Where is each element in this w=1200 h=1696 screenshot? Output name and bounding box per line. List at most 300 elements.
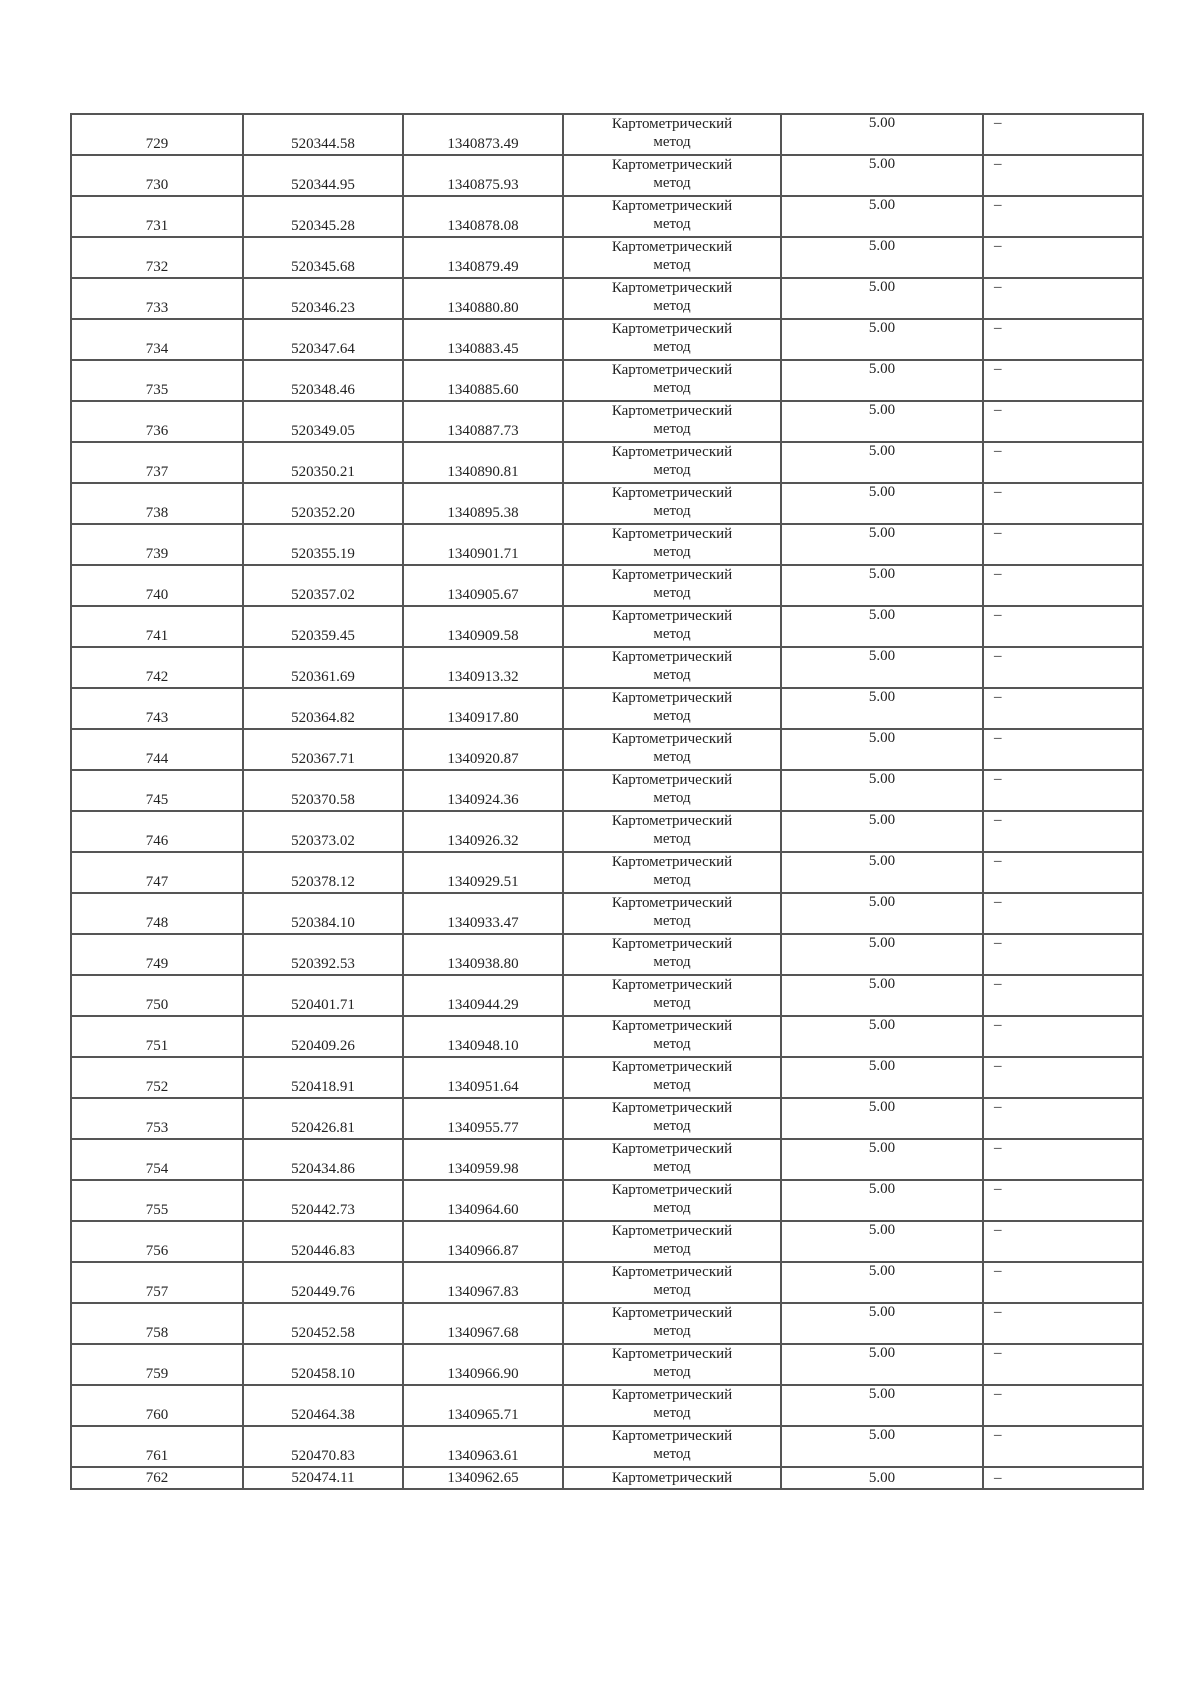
x-coordinate: 520470.83 bbox=[291, 1448, 355, 1464]
method-cell bbox=[563, 565, 781, 606]
x-coordinate-cell bbox=[243, 565, 403, 606]
y-coordinate: 1340926.32 bbox=[447, 833, 519, 849]
x-coordinate: 520355.19 bbox=[291, 546, 355, 562]
method-cell bbox=[563, 606, 781, 647]
y-coordinate: 1340885.60 bbox=[447, 382, 519, 398]
precision-value: 5.00 bbox=[868, 443, 896, 459]
method-line-1: Картометрический bbox=[611, 1428, 733, 1444]
point-number: 757 bbox=[145, 1284, 169, 1300]
method-line-2: метод bbox=[653, 667, 691, 683]
dash-value: – bbox=[994, 1345, 1002, 1361]
precision-cell bbox=[781, 1426, 983, 1467]
method-line-2: метод bbox=[653, 1159, 691, 1175]
y-coordinate-cell bbox=[403, 688, 563, 729]
point-number-cell bbox=[71, 278, 243, 319]
point-number: 753 bbox=[145, 1120, 169, 1136]
y-coordinate-cell bbox=[403, 1016, 563, 1057]
precision-cell bbox=[781, 278, 983, 319]
method-line-1: Картометрический bbox=[611, 1387, 733, 1403]
table-row bbox=[71, 770, 1143, 811]
y-coordinate: 1340883.45 bbox=[447, 341, 519, 357]
coordinates-page bbox=[70, 113, 1144, 1490]
dash-value: – bbox=[994, 812, 1002, 828]
y-coordinate: 1340878.08 bbox=[447, 218, 519, 234]
x-coordinate: 520373.02 bbox=[291, 833, 355, 849]
method-line-1: Картометрический bbox=[611, 1018, 733, 1034]
point-number: 742 bbox=[145, 669, 169, 685]
method-line-1: Картометрический bbox=[611, 1346, 733, 1362]
point-number: 732 bbox=[145, 259, 169, 275]
method-line-1: Картометрический bbox=[611, 321, 733, 337]
table-row bbox=[71, 319, 1143, 360]
method-line-1: Картометрический bbox=[611, 936, 733, 952]
method-cell bbox=[563, 155, 781, 196]
method-line-2: метод bbox=[653, 257, 691, 273]
description-cell bbox=[983, 360, 1143, 401]
table-row bbox=[71, 114, 1143, 155]
precision-value: 5.00 bbox=[868, 1222, 896, 1238]
point-number-cell bbox=[71, 729, 243, 770]
precision-cell bbox=[781, 606, 983, 647]
x-coordinate: 520345.68 bbox=[291, 259, 355, 275]
dash-value: – bbox=[994, 1058, 1002, 1074]
method-line-1: Картометрический bbox=[611, 1223, 733, 1239]
y-coordinate: 1340966.87 bbox=[447, 1243, 519, 1259]
precision-value: 5.00 bbox=[868, 689, 896, 705]
table-row bbox=[71, 1385, 1143, 1426]
y-coordinate-cell bbox=[403, 811, 563, 852]
x-coordinate-cell bbox=[243, 1426, 403, 1467]
method-cell bbox=[563, 442, 781, 483]
method-cell bbox=[563, 237, 781, 278]
description-cell bbox=[983, 1098, 1143, 1139]
y-coordinate: 1340938.80 bbox=[447, 956, 519, 972]
y-coordinate-cell bbox=[403, 196, 563, 237]
description-cell bbox=[983, 196, 1143, 237]
point-number-cell bbox=[71, 1426, 243, 1467]
method-line-2: метод bbox=[653, 995, 691, 1011]
precision-cell bbox=[781, 565, 983, 606]
method-cell bbox=[563, 1139, 781, 1180]
precision-cell bbox=[781, 1057, 983, 1098]
point-number: 740 bbox=[145, 587, 169, 603]
method-cell bbox=[563, 1016, 781, 1057]
dash-value: – bbox=[994, 1263, 1002, 1279]
y-coordinate-cell bbox=[403, 893, 563, 934]
x-coordinate-cell bbox=[243, 155, 403, 196]
x-coordinate: 520474.11 bbox=[291, 1470, 355, 1486]
point-number-cell bbox=[71, 401, 243, 442]
point-number-cell bbox=[71, 606, 243, 647]
precision-value: 5.00 bbox=[868, 1469, 896, 1486]
coordinates-table bbox=[70, 113, 1144, 1490]
precision-cell bbox=[781, 1016, 983, 1057]
dash-value: – bbox=[994, 279, 1002, 295]
point-number-cell bbox=[71, 811, 243, 852]
precision-cell bbox=[781, 688, 983, 729]
dash-value: – bbox=[994, 1140, 1002, 1156]
dash-value: – bbox=[994, 566, 1002, 582]
method-line-1: Картометрический bbox=[611, 1305, 733, 1321]
method-line-1: Картометрический bbox=[611, 1182, 733, 1198]
description-cell bbox=[983, 1262, 1143, 1303]
dash-value: – bbox=[994, 1427, 1002, 1443]
table-row bbox=[71, 1221, 1143, 1262]
precision-cell bbox=[781, 1344, 983, 1385]
precision-cell bbox=[781, 647, 983, 688]
table-row bbox=[71, 688, 1143, 729]
point-number-cell bbox=[71, 770, 243, 811]
dash-value: – bbox=[994, 320, 1002, 336]
table-row bbox=[71, 401, 1143, 442]
precision-cell bbox=[781, 360, 983, 401]
description-cell bbox=[983, 811, 1143, 852]
table-row bbox=[71, 237, 1143, 278]
x-coordinate: 520446.83 bbox=[291, 1243, 355, 1259]
x-coordinate: 520364.82 bbox=[291, 710, 355, 726]
precision-cell bbox=[781, 1221, 983, 1262]
coordinates-table-body bbox=[71, 114, 1143, 1489]
method-line-1: Картометрический bbox=[611, 608, 733, 624]
y-coordinate: 1340905.67 bbox=[447, 587, 519, 603]
dash-value: – bbox=[994, 607, 1002, 623]
x-coordinate-cell bbox=[243, 237, 403, 278]
point-number-cell bbox=[71, 237, 243, 278]
x-coordinate: 520345.28 bbox=[291, 218, 355, 234]
x-coordinate-cell bbox=[243, 852, 403, 893]
method-line-2: метод bbox=[653, 134, 691, 150]
table-row bbox=[71, 647, 1143, 688]
x-coordinate: 520458.10 bbox=[291, 1366, 355, 1382]
dash-value: – bbox=[994, 771, 1002, 787]
precision-value: 5.00 bbox=[868, 894, 896, 910]
description-cell bbox=[983, 524, 1143, 565]
point-number-cell bbox=[71, 1139, 243, 1180]
x-coordinate-cell bbox=[243, 729, 403, 770]
precision-value: 5.00 bbox=[868, 771, 896, 787]
x-coordinate-cell bbox=[243, 524, 403, 565]
point-number: 736 bbox=[145, 423, 169, 439]
y-coordinate: 1340873.49 bbox=[447, 136, 519, 152]
dash-value: – bbox=[994, 197, 1002, 213]
method-cell bbox=[563, 1467, 781, 1489]
y-coordinate: 1340962.65 bbox=[447, 1470, 519, 1486]
x-coordinate: 520409.26 bbox=[291, 1038, 355, 1054]
y-coordinate-cell bbox=[403, 319, 563, 360]
description-cell bbox=[983, 1057, 1143, 1098]
dash-value: – bbox=[994, 894, 1002, 910]
description-cell bbox=[983, 770, 1143, 811]
y-coordinate-cell bbox=[403, 1303, 563, 1344]
point-number-cell bbox=[71, 1385, 243, 1426]
x-coordinate-cell bbox=[243, 811, 403, 852]
method-cell bbox=[563, 196, 781, 237]
y-coordinate-cell bbox=[403, 1426, 563, 1467]
x-coordinate-cell bbox=[243, 934, 403, 975]
method-cell bbox=[563, 114, 781, 155]
y-coordinate-cell bbox=[403, 606, 563, 647]
precision-value: 5.00 bbox=[868, 730, 896, 746]
y-coordinate: 1340963.61 bbox=[447, 1448, 519, 1464]
precision-cell bbox=[781, 770, 983, 811]
table-row bbox=[71, 442, 1143, 483]
precision-value: 5.00 bbox=[868, 1263, 896, 1279]
y-coordinate: 1340924.36 bbox=[447, 792, 519, 808]
precision-value: 5.00 bbox=[868, 648, 896, 664]
point-number: 731 bbox=[145, 218, 169, 234]
dash-value: – bbox=[994, 976, 1002, 992]
method-line-1: Картометрический bbox=[611, 116, 733, 132]
point-number: 752 bbox=[145, 1079, 169, 1095]
method-cell bbox=[563, 1262, 781, 1303]
point-number: 737 bbox=[145, 464, 169, 480]
method-cell bbox=[563, 688, 781, 729]
description-cell bbox=[983, 401, 1143, 442]
point-number: 755 bbox=[145, 1202, 169, 1218]
precision-value: 5.00 bbox=[868, 853, 896, 869]
x-coordinate-cell bbox=[243, 975, 403, 1016]
description-cell bbox=[983, 975, 1143, 1016]
x-coordinate: 520370.58 bbox=[291, 792, 355, 808]
description-cell bbox=[983, 319, 1143, 360]
method-line-2: метод bbox=[653, 1364, 691, 1380]
precision-cell bbox=[781, 852, 983, 893]
x-coordinate-cell bbox=[243, 196, 403, 237]
point-number: 750 bbox=[145, 997, 169, 1013]
x-coordinate: 520426.81 bbox=[291, 1120, 355, 1136]
point-number: 741 bbox=[145, 628, 169, 644]
x-coordinate: 520418.91 bbox=[291, 1079, 355, 1095]
point-number-cell bbox=[71, 114, 243, 155]
x-coordinate-cell bbox=[243, 1139, 403, 1180]
method-line-2: метод bbox=[653, 175, 691, 191]
method-line-1: Картометрический bbox=[611, 690, 733, 706]
method-line-1: Картометрический bbox=[611, 362, 733, 378]
point-number-cell bbox=[71, 360, 243, 401]
y-coordinate: 1340964.60 bbox=[447, 1202, 519, 1218]
x-coordinate-cell bbox=[243, 1016, 403, 1057]
precision-cell bbox=[781, 934, 983, 975]
precision-cell bbox=[781, 893, 983, 934]
y-coordinate: 1340948.10 bbox=[447, 1038, 519, 1054]
precision-cell bbox=[781, 1303, 983, 1344]
y-coordinate-cell bbox=[403, 278, 563, 319]
method-line-2: метод bbox=[653, 1405, 691, 1421]
method-line-1: Картометрический bbox=[611, 403, 733, 419]
method-cell bbox=[563, 1057, 781, 1098]
x-coordinate-cell bbox=[243, 483, 403, 524]
precision-value: 5.00 bbox=[868, 238, 896, 254]
point-number: 756 bbox=[145, 1243, 169, 1259]
point-number: 745 bbox=[145, 792, 169, 808]
y-coordinate: 1340965.71 bbox=[447, 1407, 519, 1423]
table-row bbox=[71, 360, 1143, 401]
x-coordinate-cell bbox=[243, 114, 403, 155]
y-coordinate-cell bbox=[403, 1221, 563, 1262]
description-cell bbox=[983, 114, 1143, 155]
y-coordinate: 1340875.93 bbox=[447, 177, 519, 193]
method-cell bbox=[563, 524, 781, 565]
point-number-cell bbox=[71, 934, 243, 975]
point-number: 729 bbox=[145, 136, 169, 152]
method-line-1: Картометрический bbox=[611, 198, 733, 214]
method-line-1: Картометрический bbox=[611, 1264, 733, 1280]
y-coordinate: 1340951.64 bbox=[447, 1079, 519, 1095]
x-coordinate: 520392.53 bbox=[291, 956, 355, 972]
method-cell bbox=[563, 1426, 781, 1467]
x-coordinate-cell bbox=[243, 1221, 403, 1262]
precision-cell bbox=[781, 524, 983, 565]
precision-value: 5.00 bbox=[868, 1140, 896, 1156]
precision-value: 5.00 bbox=[868, 1304, 896, 1320]
precision-value: 5.00 bbox=[868, 279, 896, 295]
point-number-cell bbox=[71, 483, 243, 524]
method-line-2: метод bbox=[653, 872, 691, 888]
description-cell bbox=[983, 1016, 1143, 1057]
method-line-2: метод bbox=[653, 913, 691, 929]
x-coordinate-cell bbox=[243, 1098, 403, 1139]
dash-value: – bbox=[994, 156, 1002, 172]
point-number-cell bbox=[71, 975, 243, 1016]
point-number: 738 bbox=[145, 505, 169, 521]
description-cell bbox=[983, 647, 1143, 688]
precision-cell bbox=[781, 1139, 983, 1180]
y-coordinate-cell bbox=[403, 770, 563, 811]
dash-value: – bbox=[994, 1386, 1002, 1402]
precision-cell bbox=[781, 114, 983, 155]
method-line-1: Картометрический bbox=[611, 731, 733, 747]
method-line-1: Картометрический bbox=[611, 813, 733, 829]
method-line-1: Картометрический bbox=[611, 1141, 733, 1157]
point-number-cell bbox=[71, 893, 243, 934]
dash-value: – bbox=[994, 443, 1002, 459]
method-line-2: метод bbox=[653, 626, 691, 642]
point-number-cell bbox=[71, 1180, 243, 1221]
method-line-1: Картометрический bbox=[611, 280, 733, 296]
method-cell bbox=[563, 1303, 781, 1344]
dash-value: – bbox=[994, 1099, 1002, 1115]
precision-cell bbox=[781, 975, 983, 1016]
x-coordinate-cell bbox=[243, 1180, 403, 1221]
description-cell bbox=[983, 278, 1143, 319]
method-line-1: Картометрический bbox=[611, 239, 733, 255]
description-cell bbox=[983, 1344, 1143, 1385]
method-line-2: метод bbox=[653, 216, 691, 232]
method-line-2: метод bbox=[653, 1077, 691, 1093]
table-row bbox=[71, 811, 1143, 852]
x-coordinate: 520344.58 bbox=[291, 136, 355, 152]
y-coordinate-cell bbox=[403, 1262, 563, 1303]
table-row bbox=[71, 729, 1143, 770]
dash-value: – bbox=[994, 361, 1002, 377]
y-coordinate: 1340959.98 bbox=[447, 1161, 519, 1177]
dash-value: – bbox=[994, 115, 1002, 131]
method-line-2: метод bbox=[653, 1282, 691, 1298]
description-cell bbox=[983, 852, 1143, 893]
point-number-cell bbox=[71, 1098, 243, 1139]
table-row bbox=[71, 1426, 1143, 1467]
method-cell bbox=[563, 1098, 781, 1139]
y-coordinate-cell bbox=[403, 934, 563, 975]
method-line-1: Картометрический bbox=[611, 1100, 733, 1116]
table-row bbox=[71, 155, 1143, 196]
method-line-2: метод bbox=[653, 954, 691, 970]
precision-value: 5.00 bbox=[868, 566, 896, 582]
point-number: 747 bbox=[145, 874, 169, 890]
table-row bbox=[71, 934, 1143, 975]
x-coordinate: 520401.71 bbox=[291, 997, 355, 1013]
point-number: 751 bbox=[145, 1038, 169, 1054]
precision-cell bbox=[781, 1467, 983, 1489]
point-number-cell bbox=[71, 524, 243, 565]
precision-value: 5.00 bbox=[868, 156, 896, 172]
point-number: 730 bbox=[145, 177, 169, 193]
method-line-1: Картометрический bbox=[611, 1059, 733, 1075]
y-coordinate: 1340887.73 bbox=[447, 423, 519, 439]
y-coordinate-cell bbox=[403, 524, 563, 565]
method-line-2: метод bbox=[653, 544, 691, 560]
x-coordinate-cell bbox=[243, 401, 403, 442]
table-row bbox=[71, 975, 1143, 1016]
precision-cell bbox=[781, 442, 983, 483]
y-coordinate: 1340917.80 bbox=[447, 710, 519, 726]
method-line-1: Картометрический bbox=[611, 567, 733, 583]
point-number: 743 bbox=[145, 710, 169, 726]
method-line-2: метод bbox=[653, 462, 691, 478]
x-coordinate: 520346.23 bbox=[291, 300, 355, 316]
precision-value: 5.00 bbox=[868, 115, 896, 131]
x-coordinate: 520464.38 bbox=[291, 1407, 355, 1423]
method-line-2: метод bbox=[653, 1241, 691, 1257]
point-number-cell bbox=[71, 1221, 243, 1262]
x-coordinate: 520352.20 bbox=[291, 505, 355, 521]
precision-value: 5.00 bbox=[868, 812, 896, 828]
method-cell bbox=[563, 319, 781, 360]
precision-value: 5.00 bbox=[868, 935, 896, 951]
method-line-2: метод bbox=[653, 421, 691, 437]
table-row bbox=[71, 483, 1143, 524]
x-coordinate: 520384.10 bbox=[291, 915, 355, 931]
method-line-2: метод bbox=[653, 708, 691, 724]
dash-value: – bbox=[994, 1469, 1002, 1486]
method-cell bbox=[563, 278, 781, 319]
x-coordinate-cell bbox=[243, 319, 403, 360]
y-coordinate: 1340901.71 bbox=[447, 546, 519, 562]
dash-value: – bbox=[994, 525, 1002, 541]
dash-value: – bbox=[994, 689, 1002, 705]
table-row bbox=[71, 524, 1143, 565]
description-cell bbox=[983, 893, 1143, 934]
method-cell bbox=[563, 647, 781, 688]
point-number: 761 bbox=[145, 1448, 169, 1464]
description-cell bbox=[983, 1139, 1143, 1180]
dash-value: – bbox=[994, 648, 1002, 664]
method-cell bbox=[563, 1221, 781, 1262]
table-row bbox=[71, 565, 1143, 606]
method-cell bbox=[563, 483, 781, 524]
y-coordinate-cell bbox=[403, 1467, 563, 1489]
method-cell bbox=[563, 934, 781, 975]
y-coordinate-cell bbox=[403, 565, 563, 606]
point-number-cell bbox=[71, 196, 243, 237]
precision-cell bbox=[781, 483, 983, 524]
y-coordinate-cell bbox=[403, 729, 563, 770]
method-line-2: метод bbox=[653, 339, 691, 355]
point-number: 734 bbox=[145, 341, 169, 357]
x-coordinate: 520350.21 bbox=[291, 464, 355, 480]
method-line-1: Картометрический bbox=[611, 854, 733, 870]
method-line-2: метод bbox=[653, 298, 691, 314]
